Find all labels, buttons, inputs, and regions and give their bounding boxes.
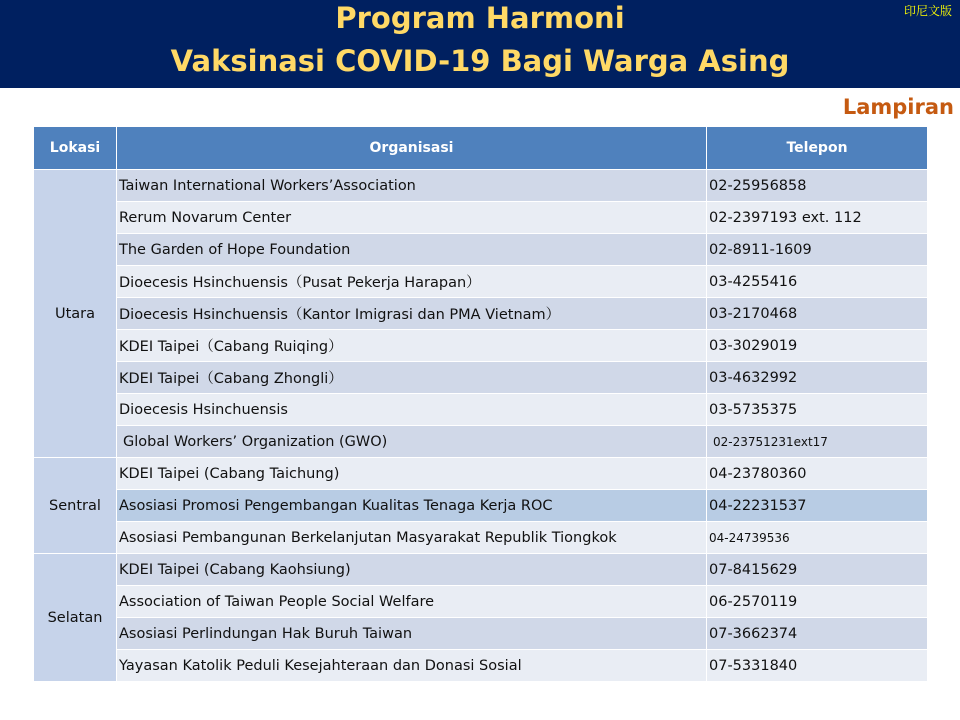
organization-cell: KDEI Taipei (Cabang Taichung) bbox=[117, 458, 707, 490]
title-banner bbox=[0, 0, 960, 88]
phone-cell: 06-2570119 bbox=[707, 586, 928, 618]
organization-cell: Global Workers’ Organization (GWO) bbox=[117, 426, 707, 458]
organization-cell: Asosiasi Perlindungan Hak Buruh Taiwan bbox=[117, 618, 707, 650]
table-row bbox=[34, 266, 928, 298]
table-row bbox=[34, 522, 928, 554]
phone-cell: 04-24739536 bbox=[707, 522, 928, 554]
table-row bbox=[34, 170, 928, 202]
organization-cell: Asosiasi Pembangunan Berkelanjutan Masyarakat Republik Tiongkok bbox=[117, 522, 707, 554]
table-row bbox=[34, 458, 928, 490]
organization-cell: Rerum Novarum Center bbox=[117, 202, 707, 234]
phone-cell: 03-4255416 bbox=[707, 266, 928, 298]
location-cell-selatan: Selatan bbox=[34, 554, 117, 682]
table-row bbox=[34, 618, 928, 650]
table-row bbox=[34, 362, 928, 394]
table-header-row bbox=[34, 127, 928, 170]
table-row bbox=[34, 298, 928, 330]
appendix-label: Lampiran bbox=[842, 95, 954, 119]
phone-cell: 07-3662374 bbox=[707, 618, 928, 650]
header-location: Lokasi bbox=[34, 127, 117, 170]
phone-cell: 07-5331840 bbox=[707, 650, 928, 682]
table-row bbox=[34, 394, 928, 426]
phone-cell: 02-8911-1609 bbox=[707, 234, 928, 266]
organization-cell: KDEI Taipei（Cabang Zhongli） bbox=[117, 362, 707, 394]
organization-table bbox=[33, 126, 928, 682]
table-row bbox=[34, 650, 928, 682]
organization-cell: KDEI Taipei（Cabang Ruiqing） bbox=[117, 330, 707, 362]
phone-cell: 07-8415629 bbox=[707, 554, 928, 586]
title-line-1: Program Harmoni bbox=[335, 1, 625, 35]
header-phone: Telepon bbox=[707, 127, 928, 170]
table-row bbox=[34, 490, 928, 522]
organization-cell: The Garden of Hope Foundation bbox=[117, 234, 707, 266]
title-line-2: Vaksinasi COVID-19 Bagi Warga Asing bbox=[170, 44, 790, 78]
phone-cell: 04-23780360 bbox=[707, 458, 928, 490]
location-cell-utara: Utara bbox=[34, 170, 117, 458]
organization-cell: Dioecesis Hsinchuensis（Pusat Pekerja Harapan） bbox=[117, 266, 707, 298]
table-row bbox=[34, 202, 928, 234]
table-row bbox=[34, 554, 928, 586]
header-organization: Organisasi bbox=[117, 127, 707, 170]
organization-cell: Dioecesis Hsinchuensis bbox=[117, 394, 707, 426]
phone-cell: 02-25956858 bbox=[707, 170, 928, 202]
phone-cell: 03-2170468 bbox=[707, 298, 928, 330]
organization-cell: Yayasan Katolik Peduli Kesejahteraan dan Donasi Sosial bbox=[117, 650, 707, 682]
table-row bbox=[34, 330, 928, 362]
table-row bbox=[34, 234, 928, 266]
organization-cell: Dioecesis Hsinchuensis（Kantor Imigrasi dan PMA Vietnam） bbox=[117, 298, 707, 330]
organization-cell: KDEI Taipei (Cabang Kaohsiung) bbox=[117, 554, 707, 586]
organization-cell: Taiwan International Workers’Association bbox=[117, 170, 707, 202]
phone-cell: 03-5735375 bbox=[707, 394, 928, 426]
location-cell-sentral: Sentral bbox=[34, 458, 117, 554]
language-label: 印尼文版 bbox=[903, 4, 952, 18]
organization-cell: Asosiasi Promosi Pengembangan Kualitas Tenaga Kerja ROC bbox=[117, 490, 707, 522]
table-row bbox=[34, 586, 928, 618]
phone-cell: 02-2397193 ext. 112 bbox=[707, 202, 928, 234]
organization-cell: Association of Taiwan People Social Welfare bbox=[117, 586, 707, 618]
phone-cell: 03-3029019 bbox=[707, 330, 928, 362]
phone-cell: 03-4632992 bbox=[707, 362, 928, 394]
phone-cell: 04-22231537 bbox=[707, 490, 928, 522]
phone-cell: 02-23751231ext17 bbox=[707, 426, 928, 458]
table-row bbox=[34, 426, 928, 458]
